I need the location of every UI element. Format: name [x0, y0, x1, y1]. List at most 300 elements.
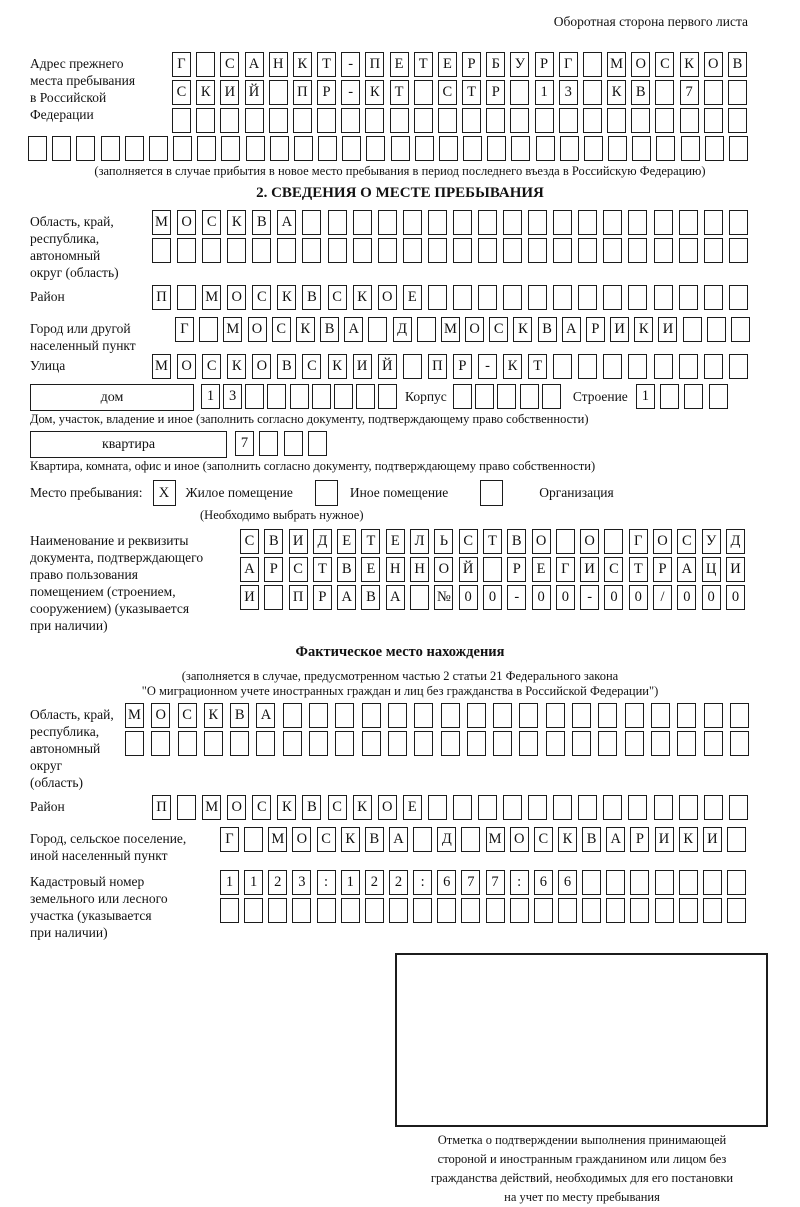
char-cell[interactable]: О	[252, 354, 271, 379]
char-cell[interactable]	[704, 285, 723, 310]
char-cell[interactable]	[679, 870, 698, 895]
char-cell[interactable]: М	[486, 827, 505, 852]
char-cell[interactable]	[655, 80, 674, 105]
char-cell[interactable]: О	[653, 529, 672, 554]
char-cell[interactable]: К	[680, 52, 699, 77]
char-cell[interactable]: Н	[269, 52, 288, 77]
char-cell[interactable]	[152, 238, 171, 263]
char-cell[interactable]: С	[489, 317, 508, 342]
char-cell[interactable]: К	[513, 317, 532, 342]
char-cell[interactable]	[625, 731, 644, 756]
char-cell[interactable]	[365, 108, 384, 133]
char-cell[interactable]	[729, 285, 748, 310]
char-cell[interactable]	[730, 731, 749, 756]
char-cell[interactable]	[679, 210, 698, 235]
char-cell[interactable]	[528, 795, 547, 820]
char-cell[interactable]: А	[245, 52, 264, 77]
char-cell[interactable]: 3	[292, 870, 311, 895]
char-cell[interactable]	[553, 238, 572, 263]
char-cell[interactable]: 7	[235, 431, 254, 456]
char-cell[interactable]	[302, 210, 321, 235]
char-cell[interactable]	[415, 136, 434, 161]
char-cell[interactable]: В	[337, 557, 356, 582]
char-cell[interactable]: 7	[680, 80, 699, 105]
char-cell[interactable]	[632, 136, 651, 161]
char-cell[interactable]	[503, 238, 522, 263]
char-cell[interactable]	[227, 238, 246, 263]
char-cell[interactable]: К	[503, 354, 522, 379]
char-cell[interactable]	[704, 108, 723, 133]
char-cell[interactable]: И	[353, 354, 372, 379]
char-cell[interactable]: И	[610, 317, 629, 342]
char-cell[interactable]: А	[277, 210, 296, 235]
char-cell[interactable]: М	[152, 354, 171, 379]
char-cell[interactable]	[410, 585, 429, 610]
char-cell[interactable]	[727, 870, 746, 895]
char-cell[interactable]: 0	[459, 585, 478, 610]
char-cell[interactable]	[414, 731, 433, 756]
char-cell[interactable]: 3	[559, 80, 578, 105]
char-cell[interactable]	[199, 317, 218, 342]
char-cell[interactable]	[308, 431, 327, 456]
char-cell[interactable]	[356, 384, 375, 409]
char-cell[interactable]: Д	[313, 529, 332, 554]
char-cell[interactable]	[453, 210, 472, 235]
char-cell[interactable]: 0	[726, 585, 745, 610]
char-cell[interactable]: О	[378, 285, 397, 310]
char-cell[interactable]: О	[248, 317, 267, 342]
char-cell[interactable]	[651, 731, 670, 756]
char-cell[interactable]: С	[459, 529, 478, 554]
char-cell[interactable]: Ц	[702, 557, 721, 582]
char-cell[interactable]	[553, 285, 572, 310]
char-cell[interactable]: И	[658, 317, 677, 342]
char-cell[interactable]: М	[607, 52, 626, 77]
char-cell[interactable]: Д	[726, 529, 745, 554]
char-cell[interactable]: С	[220, 52, 239, 77]
char-cell[interactable]: К	[227, 210, 246, 235]
char-cell[interactable]	[28, 136, 47, 161]
char-cell[interactable]: Й	[459, 557, 478, 582]
char-cell[interactable]	[542, 384, 561, 409]
char-cell[interactable]	[101, 136, 120, 161]
char-cell[interactable]: А	[562, 317, 581, 342]
char-cell[interactable]	[654, 354, 673, 379]
char-cell[interactable]: 0	[556, 585, 575, 610]
char-cell[interactable]: 0	[677, 585, 696, 610]
char-cell[interactable]	[197, 136, 216, 161]
char-cell[interactable]: И	[703, 827, 722, 852]
char-cell[interactable]	[403, 238, 422, 263]
char-cell[interactable]: М	[125, 703, 144, 728]
char-cell[interactable]	[284, 431, 303, 456]
char-cell[interactable]	[553, 795, 572, 820]
char-cell[interactable]	[654, 210, 673, 235]
char-cell[interactable]	[177, 238, 196, 263]
char-cell[interactable]	[681, 136, 700, 161]
char-cell[interactable]: Е	[438, 52, 457, 77]
char-cell[interactable]	[603, 285, 622, 310]
char-cell[interactable]: Т	[390, 80, 409, 105]
char-cell[interactable]	[467, 731, 486, 756]
char-cell[interactable]	[655, 108, 674, 133]
char-cell[interactable]	[677, 731, 696, 756]
char-cell[interactable]: Г	[629, 529, 648, 554]
char-cell[interactable]	[730, 703, 749, 728]
char-cell[interactable]: В	[320, 317, 339, 342]
char-cell[interactable]	[196, 52, 215, 77]
char-cell[interactable]	[607, 108, 626, 133]
char-cell[interactable]: С	[677, 529, 696, 554]
char-cell[interactable]: Р	[507, 557, 526, 582]
char-cell[interactable]: Т	[528, 354, 547, 379]
char-cell[interactable]	[283, 703, 302, 728]
char-cell[interactable]: О	[378, 795, 397, 820]
char-cell[interactable]: 2	[389, 870, 408, 895]
char-cell[interactable]	[428, 285, 447, 310]
char-cell[interactable]	[608, 136, 627, 161]
char-cell[interactable]	[378, 238, 397, 263]
char-cell[interactable]: К	[328, 354, 347, 379]
char-cell[interactable]: 1	[636, 384, 655, 409]
char-cell[interactable]	[583, 108, 602, 133]
char-cell[interactable]	[628, 238, 647, 263]
char-cell[interactable]: И	[220, 80, 239, 105]
char-cell[interactable]: В	[507, 529, 526, 554]
char-cell[interactable]: П	[293, 80, 312, 105]
char-cell[interactable]: -	[580, 585, 599, 610]
char-cell[interactable]	[578, 238, 597, 263]
char-cell[interactable]	[172, 108, 191, 133]
char-cell[interactable]	[378, 210, 397, 235]
char-cell[interactable]: С	[289, 557, 308, 582]
char-cell[interactable]: 2	[268, 870, 287, 895]
char-cell[interactable]	[534, 898, 553, 923]
char-cell[interactable]: С	[202, 210, 221, 235]
char-cell[interactable]	[572, 703, 591, 728]
char-cell[interactable]	[728, 80, 747, 105]
char-cell[interactable]	[368, 317, 387, 342]
char-cell[interactable]: С	[178, 703, 197, 728]
char-cell[interactable]	[453, 795, 472, 820]
char-cell[interactable]	[270, 136, 289, 161]
char-cell[interactable]: И	[726, 557, 745, 582]
char-cell[interactable]	[335, 703, 354, 728]
char-cell[interactable]	[651, 703, 670, 728]
char-cell[interactable]	[704, 731, 723, 756]
char-cell[interactable]: О	[151, 703, 170, 728]
char-cell[interactable]: В	[538, 317, 557, 342]
char-cell[interactable]	[679, 354, 698, 379]
char-cell[interactable]	[269, 80, 288, 105]
char-cell[interactable]	[558, 898, 577, 923]
char-cell[interactable]	[556, 529, 575, 554]
char-cell[interactable]: М	[202, 795, 221, 820]
char-cell[interactable]	[582, 870, 601, 895]
char-cell[interactable]: С	[252, 795, 271, 820]
char-cell[interactable]	[683, 317, 702, 342]
char-cell[interactable]: С	[655, 52, 674, 77]
char-cell[interactable]	[729, 238, 748, 263]
char-cell[interactable]	[536, 136, 555, 161]
char-cell[interactable]: Р	[264, 557, 283, 582]
char-cell[interactable]: И	[655, 827, 674, 852]
char-cell[interactable]: -	[341, 80, 360, 105]
char-cell[interactable]: У	[702, 529, 721, 554]
char-cell[interactable]: Р	[313, 585, 332, 610]
char-cell[interactable]	[528, 238, 547, 263]
char-cell[interactable]	[520, 384, 539, 409]
char-cell[interactable]	[283, 731, 302, 756]
char-cell[interactable]	[220, 108, 239, 133]
char-cell[interactable]: К	[227, 354, 246, 379]
char-cell[interactable]	[438, 108, 457, 133]
char-cell[interactable]	[390, 108, 409, 133]
char-cell[interactable]: В	[264, 529, 283, 554]
char-cell[interactable]: Р	[653, 557, 672, 582]
char-cell[interactable]: 7	[486, 870, 505, 895]
char-cell[interactable]	[463, 136, 482, 161]
char-cell[interactable]: /	[653, 585, 672, 610]
char-cell[interactable]	[317, 898, 336, 923]
char-cell[interactable]: :	[317, 870, 336, 895]
char-cell[interactable]	[76, 136, 95, 161]
char-cell[interactable]: К	[353, 795, 372, 820]
char-cell[interactable]	[528, 285, 547, 310]
char-cell[interactable]: Г	[559, 52, 578, 77]
char-cell[interactable]: -	[507, 585, 526, 610]
char-cell[interactable]	[729, 210, 748, 235]
char-cell[interactable]: Р	[462, 52, 481, 77]
char-cell[interactable]	[603, 354, 622, 379]
char-cell[interactable]	[680, 108, 699, 133]
char-cell[interactable]: А	[606, 827, 625, 852]
char-cell[interactable]	[334, 384, 353, 409]
char-cell[interactable]	[467, 703, 486, 728]
char-cell[interactable]	[221, 136, 240, 161]
char-cell[interactable]: А	[386, 585, 405, 610]
char-cell[interactable]	[519, 703, 538, 728]
char-cell[interactable]	[388, 731, 407, 756]
char-cell[interactable]: Г	[220, 827, 239, 852]
char-cell[interactable]	[704, 795, 723, 820]
char-cell[interactable]	[292, 898, 311, 923]
char-cell[interactable]	[439, 136, 458, 161]
char-cell[interactable]	[679, 898, 698, 923]
char-cell[interactable]: Н	[386, 557, 405, 582]
char-cell[interactable]	[245, 108, 264, 133]
char-cell[interactable]	[312, 384, 331, 409]
char-cell[interactable]	[598, 703, 617, 728]
char-cell[interactable]	[341, 108, 360, 133]
char-cell[interactable]: Е	[403, 795, 422, 820]
char-cell[interactable]	[731, 317, 750, 342]
char-cell[interactable]	[414, 108, 433, 133]
char-cell[interactable]	[177, 795, 196, 820]
char-cell[interactable]	[707, 317, 726, 342]
char-cell[interactable]	[603, 238, 622, 263]
char-cell[interactable]: №	[434, 585, 453, 610]
char-cell[interactable]: 6	[437, 870, 456, 895]
char-cell[interactable]	[704, 238, 723, 263]
residence-organization-checkbox[interactable]	[480, 480, 503, 506]
char-cell[interactable]: -	[341, 52, 360, 77]
char-cell[interactable]	[478, 285, 497, 310]
char-cell[interactable]: О	[510, 827, 529, 852]
char-cell[interactable]: Б	[486, 52, 505, 77]
char-cell[interactable]	[487, 136, 506, 161]
char-cell[interactable]: Т	[317, 52, 336, 77]
char-cell[interactable]: К	[679, 827, 698, 852]
char-cell[interactable]	[655, 870, 674, 895]
char-cell[interactable]	[654, 238, 673, 263]
char-cell[interactable]: К	[607, 80, 626, 105]
char-cell[interactable]: 1	[244, 870, 263, 895]
char-cell[interactable]	[403, 354, 422, 379]
char-cell[interactable]	[553, 354, 572, 379]
char-cell[interactable]: 1	[341, 870, 360, 895]
char-cell[interactable]: Ь	[434, 529, 453, 554]
char-cell[interactable]	[510, 898, 529, 923]
char-cell[interactable]	[582, 898, 601, 923]
char-cell[interactable]: К	[293, 52, 312, 77]
char-cell[interactable]	[553, 210, 572, 235]
char-cell[interactable]	[244, 898, 263, 923]
char-cell[interactable]: Л	[410, 529, 429, 554]
char-cell[interactable]	[503, 285, 522, 310]
char-cell[interactable]: П	[365, 52, 384, 77]
char-cell[interactable]	[52, 136, 71, 161]
char-cell[interactable]	[328, 210, 347, 235]
char-cell[interactable]: К	[341, 827, 360, 852]
char-cell[interactable]	[230, 731, 249, 756]
char-cell[interactable]	[729, 795, 748, 820]
char-cell[interactable]	[244, 827, 263, 852]
char-cell[interactable]	[628, 354, 647, 379]
char-cell[interactable]: О	[631, 52, 650, 77]
char-cell[interactable]	[598, 731, 617, 756]
char-cell[interactable]: С	[438, 80, 457, 105]
char-cell[interactable]	[603, 795, 622, 820]
char-cell[interactable]: :	[510, 870, 529, 895]
char-cell[interactable]	[628, 285, 647, 310]
char-cell[interactable]: С	[317, 827, 336, 852]
char-cell[interactable]	[462, 108, 481, 133]
char-cell[interactable]	[704, 354, 723, 379]
char-cell[interactable]: П	[428, 354, 447, 379]
char-cell[interactable]	[478, 238, 497, 263]
char-cell[interactable]	[341, 898, 360, 923]
char-cell[interactable]: О	[465, 317, 484, 342]
char-cell[interactable]	[388, 703, 407, 728]
char-cell[interactable]: С	[328, 285, 347, 310]
char-cell[interactable]: 0	[629, 585, 648, 610]
char-cell[interactable]	[679, 795, 698, 820]
char-cell[interactable]: О	[704, 52, 723, 77]
char-cell[interactable]: 3	[223, 384, 242, 409]
char-cell[interactable]	[309, 731, 328, 756]
char-cell[interactable]	[483, 557, 502, 582]
char-cell[interactable]	[704, 210, 723, 235]
char-cell[interactable]	[704, 703, 723, 728]
char-cell[interactable]: У	[510, 52, 529, 77]
char-cell[interactable]	[204, 731, 223, 756]
char-cell[interactable]: П	[289, 585, 308, 610]
char-cell[interactable]: 7	[461, 870, 480, 895]
char-cell[interactable]	[378, 384, 397, 409]
char-cell[interactable]	[493, 703, 512, 728]
char-cell[interactable]: Е	[532, 557, 551, 582]
char-cell[interactable]	[528, 210, 547, 235]
char-cell[interactable]	[173, 136, 192, 161]
char-cell[interactable]	[461, 898, 480, 923]
char-cell[interactable]	[709, 384, 728, 409]
char-cell[interactable]: Е	[403, 285, 422, 310]
char-cell[interactable]: К	[277, 285, 296, 310]
char-cell[interactable]	[245, 384, 264, 409]
char-cell[interactable]	[606, 870, 625, 895]
char-cell[interactable]	[151, 731, 170, 756]
char-cell[interactable]	[353, 238, 372, 263]
char-cell[interactable]	[519, 731, 538, 756]
char-cell[interactable]: А	[677, 557, 696, 582]
char-cell[interactable]	[294, 136, 313, 161]
char-cell[interactable]	[362, 703, 381, 728]
char-cell[interactable]: Д	[437, 827, 456, 852]
char-cell[interactable]	[335, 731, 354, 756]
char-cell[interactable]: П	[152, 795, 171, 820]
char-cell[interactable]: В	[361, 585, 380, 610]
char-cell[interactable]: В	[302, 795, 321, 820]
char-cell[interactable]: С	[604, 557, 623, 582]
char-cell[interactable]: 0	[532, 585, 551, 610]
char-cell[interactable]: К	[277, 795, 296, 820]
char-cell[interactable]	[196, 108, 215, 133]
char-cell[interactable]: В	[252, 210, 271, 235]
char-cell[interactable]: И	[240, 585, 259, 610]
char-cell[interactable]	[546, 731, 565, 756]
char-cell[interactable]	[679, 238, 698, 263]
char-cell[interactable]	[428, 210, 447, 235]
char-cell[interactable]: О	[434, 557, 453, 582]
char-cell[interactable]: В	[230, 703, 249, 728]
char-cell[interactable]: О	[227, 285, 246, 310]
char-cell[interactable]	[414, 703, 433, 728]
char-cell[interactable]: К	[353, 285, 372, 310]
char-cell[interactable]: 6	[558, 870, 577, 895]
char-cell[interactable]	[655, 898, 674, 923]
char-cell[interactable]: К	[365, 80, 384, 105]
char-cell[interactable]: Й	[378, 354, 397, 379]
residence-dwelling-checkbox[interactable]: X	[153, 480, 176, 506]
char-cell[interactable]	[677, 703, 696, 728]
char-cell[interactable]: Т	[313, 557, 332, 582]
char-cell[interactable]	[684, 384, 703, 409]
char-cell[interactable]: В	[365, 827, 384, 852]
char-cell[interactable]: Р	[317, 80, 336, 105]
char-cell[interactable]: Г	[175, 317, 194, 342]
char-cell[interactable]	[727, 827, 746, 852]
char-cell[interactable]	[269, 108, 288, 133]
char-cell[interactable]: А	[344, 317, 363, 342]
char-cell[interactable]	[559, 108, 578, 133]
char-cell[interactable]	[654, 285, 673, 310]
char-cell[interactable]: Р	[535, 52, 554, 77]
char-cell[interactable]	[302, 238, 321, 263]
char-cell[interactable]	[703, 870, 722, 895]
char-cell[interactable]	[125, 136, 144, 161]
char-cell[interactable]	[453, 238, 472, 263]
